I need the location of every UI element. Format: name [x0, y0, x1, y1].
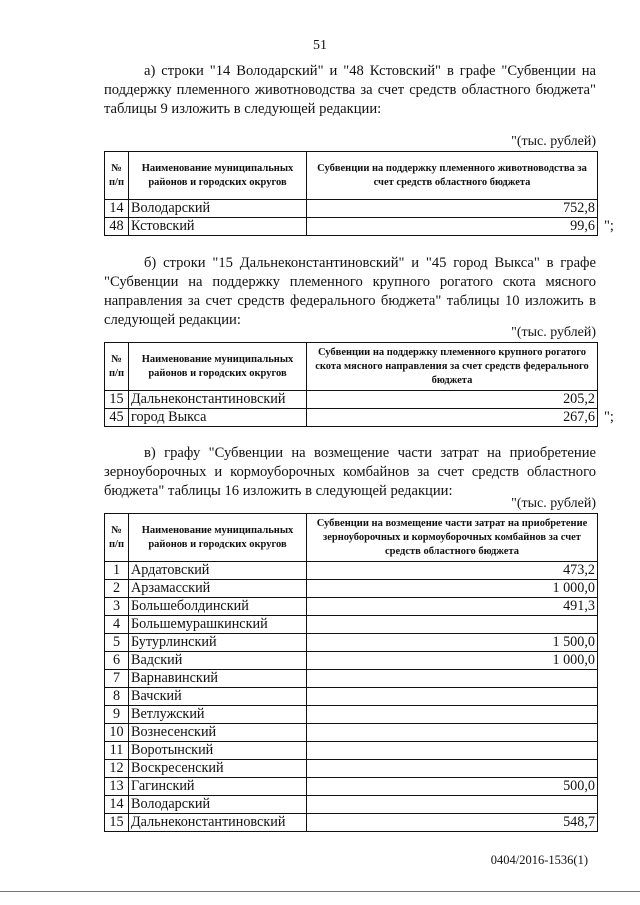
table-row: [105, 391, 598, 409]
row-num: 13: [105, 778, 129, 796]
table-row: [105, 796, 598, 814]
row-value: [307, 742, 598, 760]
row-value: 1 500,0: [307, 634, 598, 652]
row-name: Дальнеконстантиновский: [129, 814, 307, 832]
row-name: Бутурлинский: [129, 634, 307, 652]
table-row: [105, 409, 598, 427]
header-name: Наименование муниципальных районов и городских округов: [129, 343, 307, 391]
table-row: [105, 634, 598, 652]
end-quote-mark: ";: [604, 409, 614, 425]
table-row: [105, 724, 598, 742]
row-name: Варнавинский: [129, 670, 307, 688]
row-value: 548,7: [307, 814, 598, 832]
row-value: [307, 706, 598, 724]
table-row: [105, 598, 598, 616]
row-name: Воскресенский: [129, 760, 307, 778]
header-name: Наименование муниципальных районов и городских округов: [129, 514, 307, 562]
table-row: [105, 706, 598, 724]
row-num: 15: [105, 391, 129, 409]
row-value: [307, 670, 598, 688]
row-name: Воротынский: [129, 742, 307, 760]
row-num: 14: [105, 200, 129, 218]
row-num: 14: [105, 796, 129, 814]
table-c-body: [105, 562, 598, 832]
row-value: 491,3: [307, 598, 598, 616]
row-value: 1 000,0: [307, 652, 598, 670]
row-value: 1 000,0: [307, 580, 598, 598]
page-number: 51: [313, 38, 327, 53]
row-value: 99,6: [307, 218, 598, 236]
header-name: Наименование муниципальных районов и городских округов: [129, 152, 307, 200]
row-num: 15: [105, 814, 129, 832]
row-num: 4: [105, 616, 129, 634]
row-num: 8: [105, 688, 129, 706]
table-row: [105, 760, 598, 778]
unit-note-a: "(тыс. рублей): [511, 134, 596, 149]
row-name: Ветлужский: [129, 706, 307, 724]
row-name: Кстовский: [129, 218, 307, 236]
row-value: 205,2: [307, 391, 598, 409]
row-value: [307, 688, 598, 706]
row-value: [307, 760, 598, 778]
row-num: 1: [105, 562, 129, 580]
document-code: 0404/2016-1536(1): [490, 853, 588, 867]
row-num: 7: [105, 670, 129, 688]
row-value: [307, 724, 598, 742]
row-name: Вадский: [129, 652, 307, 670]
table-row: [105, 778, 598, 796]
header-num: № п/п: [105, 152, 129, 200]
row-num: 3: [105, 598, 129, 616]
table-row: [105, 580, 598, 598]
header-num: № п/п: [105, 514, 129, 562]
row-num: 10: [105, 724, 129, 742]
header-value: Субвенции на возмещение части затрат на приобретение зерноуборочных и кормоуборочных комбайнов за счет средств областного бюджета: [307, 514, 598, 562]
table-row: [105, 670, 598, 688]
row-value: 473,2: [307, 562, 598, 580]
paragraph-c: в) графу "Субвенции на возмещение части затрат на приобретение зерноуборочных и кормоуборочных комбайнов за счет средств областного бюджета" таблицы 16 изложить в следующей редакции:: [104, 445, 596, 499]
table-row: [105, 200, 598, 218]
row-num: 48: [105, 218, 129, 236]
row-name: Арзамасский: [129, 580, 307, 598]
unit-note-c: "(тыс. рублей): [511, 496, 596, 511]
paragraph-a: а) строки "14 Володарский" и "48 Кстовский" в графе "Субвенции на поддержку племенного животноводства за счет средств областного бюджета" таблицы 9 изложить в следующей редакции:: [104, 63, 596, 117]
row-name: Ардатовский: [129, 562, 307, 580]
header-num: № п/п: [105, 343, 129, 391]
row-name: Большемурашкинский: [129, 616, 307, 634]
row-name: город Выкса: [129, 409, 307, 427]
row-num: 9: [105, 706, 129, 724]
table-row: [105, 652, 598, 670]
bottom-divider: [0, 891, 640, 892]
row-num: 6: [105, 652, 129, 670]
row-value: 500,0: [307, 778, 598, 796]
row-name: Володарский: [129, 796, 307, 814]
row-num: 5: [105, 634, 129, 652]
row-name: Большеболдинский: [129, 598, 307, 616]
row-value: 752,8: [307, 200, 598, 218]
row-num: 11: [105, 742, 129, 760]
table-row: [105, 218, 598, 236]
table-row: [105, 616, 598, 634]
paragraph-b: б) строки "15 Дальнеконстантиновский" и "45 город Выкса" в графе "Субвенции на поддержку племенного крупного рогатого скота мясного направления за счет средств федерального бюджета" таблицы 10 изложить в следующей редакции:: [104, 255, 596, 328]
table-c: [104, 513, 598, 832]
table-row: [105, 688, 598, 706]
row-value: 267,6: [307, 409, 598, 427]
header-value: Субвенции на поддержку племенного крупного рогатого скота мясного направления за счет средств федерального бюджета: [307, 343, 598, 391]
header-value: Субвенции на поддержку племенного животноводства за счет средств областного бюджета: [307, 152, 598, 200]
row-name: Вознесенский: [129, 724, 307, 742]
row-name: Гагинский: [129, 778, 307, 796]
row-value: [307, 616, 598, 634]
unit-note-b: "(тыс. рублей): [511, 325, 596, 340]
row-name: Володарский: [129, 200, 307, 218]
table-row: [105, 814, 598, 832]
row-name: Дальнеконстантиновский: [129, 391, 307, 409]
row-num: 2: [105, 580, 129, 598]
table-b: [104, 342, 598, 427]
row-name: Вачский: [129, 688, 307, 706]
row-num: 12: [105, 760, 129, 778]
table-a: [104, 151, 598, 236]
table-row: [105, 562, 598, 580]
row-num: 45: [105, 409, 129, 427]
end-quote-mark: ";: [604, 218, 614, 234]
row-value: [307, 796, 598, 814]
table-row: [105, 742, 598, 760]
